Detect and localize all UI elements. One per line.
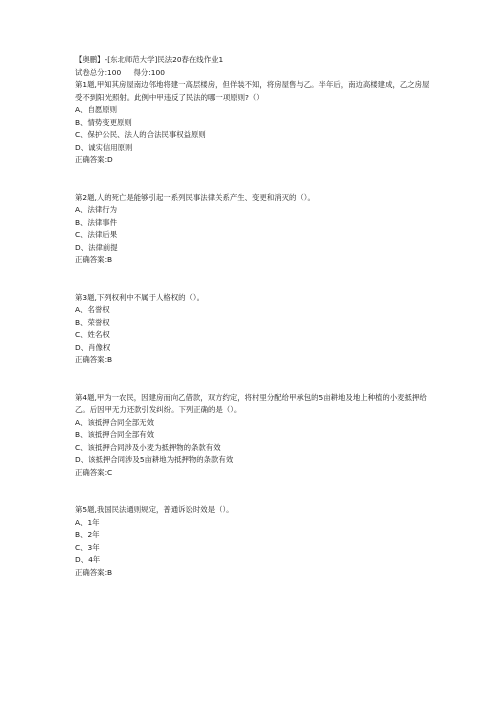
question-block bbox=[75, 79, 435, 167]
answer-option: B、荣誉权 bbox=[75, 317, 110, 327]
answer-option: D、4年 bbox=[75, 555, 101, 564]
question-list bbox=[75, 79, 435, 579]
answer-option: D、肖像权 bbox=[75, 342, 111, 352]
score-line bbox=[75, 67, 435, 80]
correct-answer: 正确答案:B bbox=[75, 567, 113, 577]
question-stem: 第5题,我国民法通则规定，普通诉讼时效是（）。 bbox=[75, 505, 234, 514]
question-stem: 第4题,甲为一农民，因建房而向乙借款，双方约定，将村里分配给甲承包的5亩耕地及地上种植的小麦抵押给乙。后因甲无力还款引发纠纷。下列正确的是（）。 bbox=[75, 392, 427, 414]
answer-option: D、法律前提 bbox=[75, 242, 118, 252]
answer-option: A、名誉权 bbox=[75, 305, 110, 314]
document-page bbox=[75, 54, 435, 579]
question-stem: 第3题,下列权利中不属于人格权的（）。 bbox=[75, 292, 204, 302]
question-block bbox=[75, 504, 435, 579]
answer-option: C、3年 bbox=[75, 542, 100, 552]
answer-option: B、情势变更原则 bbox=[75, 117, 132, 127]
answer-option: B、法律事件 bbox=[75, 217, 118, 227]
answer-option: A、该抵押合同全部无效 bbox=[75, 417, 154, 427]
correct-answer: 正确答案:B bbox=[75, 255, 113, 264]
document-title: 【奥鹏】-[东北师范大学]民法20春在线作业1 bbox=[75, 55, 224, 64]
answer-option: A、自愿原则 bbox=[75, 105, 118, 114]
question-separator bbox=[75, 367, 435, 392]
question-separator bbox=[75, 479, 435, 504]
question-separator bbox=[75, 267, 435, 292]
question-stem: 第2题,人的死亡是能够引起一系列民事法律关系产生、变更和消灭的（）。 bbox=[75, 192, 315, 202]
correct-answer: 正确答案:B bbox=[75, 355, 113, 364]
question-block bbox=[75, 392, 435, 480]
answer-option: C、法律后果 bbox=[75, 230, 118, 239]
correct-answer: 正确答案:D bbox=[75, 155, 113, 164]
answer-option: D、该抵押合同涉及5亩耕地为抵押物的条款有效 bbox=[75, 455, 234, 464]
answer-option: C、该抵押合同涉及小麦为抵押物的条款有效 bbox=[75, 442, 221, 452]
answer-option: A、法律行为 bbox=[75, 205, 118, 214]
answer-option: A、1年 bbox=[75, 517, 100, 527]
question-separator bbox=[75, 167, 435, 192]
question-stem: 第1题,甲知其房屋南边邻地将建一高层楼房，但佯装不知，将房屋售与乙。半年后，南边高楼建成，乙之房屋受不到阳光照射。此例中甲违反了民法的哪一项原则?（） bbox=[75, 80, 430, 102]
answer-option: C、保护公民、法人的合法民事权益原则 bbox=[75, 130, 206, 139]
answer-option: B、2年 bbox=[75, 530, 100, 539]
answer-option: C、姓名权 bbox=[75, 330, 110, 339]
score: 得分:100 bbox=[133, 67, 165, 77]
correct-answer: 正确答案:C bbox=[75, 467, 113, 477]
question-block bbox=[75, 192, 435, 267]
total-score: 试卷总分:100 bbox=[75, 67, 122, 77]
answer-option: B、该抵押合同全部有效 bbox=[75, 430, 154, 439]
answer-option: D、诚实信用原则 bbox=[75, 142, 133, 152]
question-block bbox=[75, 292, 435, 367]
